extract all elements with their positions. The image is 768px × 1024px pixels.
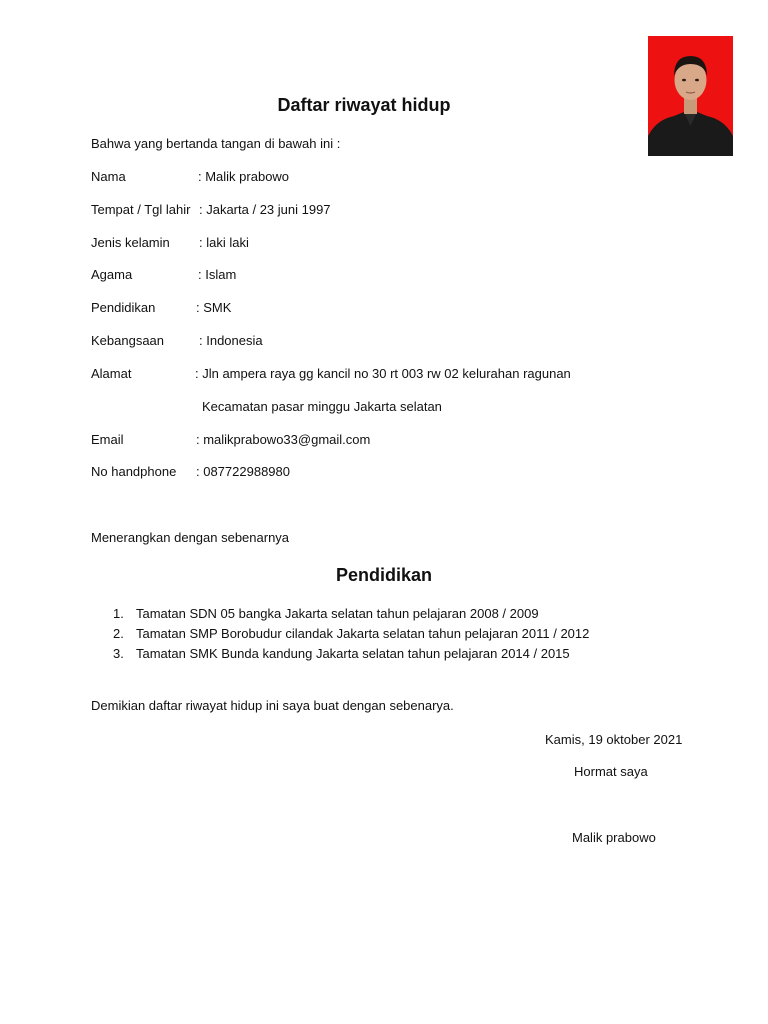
field-value-tempat-tgl-lahir: : Jakarta / 23 juni 1997 <box>199 202 331 217</box>
field-value-jenis-kelamin: : laki laki <box>199 235 249 250</box>
field-label-agama: Agama <box>91 267 133 282</box>
field-label-email: Email <box>91 432 124 447</box>
field-label-pendidikan: Pendidikan <box>91 300 156 315</box>
field-value-nama: : Malik prabowo <box>198 169 290 184</box>
statement-text: Menerangkan dengan sebenarnya <box>91 530 290 545</box>
field-value-kebangsaan: : Indonesia <box>199 333 263 348</box>
field-label-jenis-kelamin: Jenis kelamin <box>91 235 170 250</box>
field-label-alamat: Alamat <box>91 366 132 381</box>
field-value-no-handphone: : 087722988980 <box>196 464 290 479</box>
closing-text: Demikian daftar riwayat hidup ini saya buat dengan sebenarya. <box>91 698 454 713</box>
field-value-alamat-line2: Kecamatan pasar minggu Jakarta selatan <box>202 399 442 414</box>
field-label-kebangsaan: Kebangsaan <box>91 333 165 348</box>
field-label-nama: Nama <box>91 169 126 184</box>
education-item: Tamatan SMP Borobudur cilandak Jakarta selatan tahun pelajaran 2011 / 2012 <box>136 626 590 641</box>
education-item-number: 3. <box>113 646 124 661</box>
field-value-email: : malikprabowo33@gmail.com <box>196 432 371 447</box>
education-item-number: 1. <box>113 606 124 621</box>
field-label-no-handphone: No handphone <box>91 464 177 479</box>
education-item: Tamatan SMK Bunda kandung Jakarta selatan tahun pelajaran 2014 / 2015 <box>136 646 570 661</box>
education-title: Pendidikan <box>335 565 433 585</box>
signer-name: Malik prabowo <box>572 830 656 845</box>
signature-date: Kamis, 19 oktober 2021 <box>545 732 683 747</box>
field-value-alamat: : Jln ampera raya gg kancil no 30 rt 003 rw 02 kelurahan ragunan <box>195 366 571 381</box>
document-title: Daftar riwayat hidup <box>277 95 451 115</box>
education-item-number: 2. <box>113 626 124 641</box>
field-value-pendidikan: : SMK <box>196 300 232 315</box>
education-item: Tamatan SDN 05 bangka Jakarta selatan tahun pelajaran 2008 / 2009 <box>136 606 539 621</box>
intro-text: Bahwa yang bertanda tangan di bawah ini : <box>91 136 341 151</box>
field-value-agama: : Islam <box>198 267 237 282</box>
field-label-tempat-tgl-lahir: Tempat / Tgl lahir <box>91 202 191 217</box>
signature-regards: Hormat saya <box>574 764 648 779</box>
